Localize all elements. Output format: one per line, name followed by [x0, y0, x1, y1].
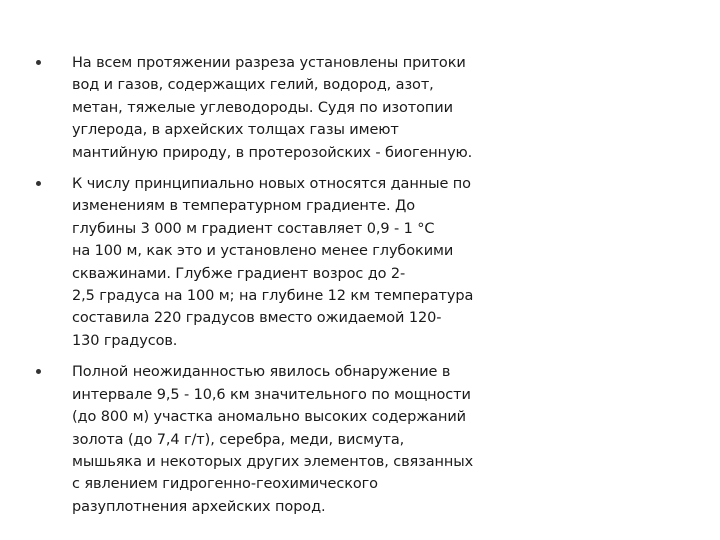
bullet-2-line-8: 130 градусов.: [72, 332, 178, 349]
bullet-list: [36, 52, 496, 527]
bullet-dot-icon: [36, 60, 41, 65]
bullet-3-line-1: Полной неожиданностью явилось обнаружение в: [72, 364, 451, 381]
bullet-2-line-2: изменениям в температурном градиенте. До: [72, 198, 415, 215]
bullet-1-line-4: углерода, в архейских толщах газы имеют: [72, 122, 399, 139]
bullet-dot-icon: [36, 369, 41, 374]
bullet-item-2: [36, 173, 496, 352]
bullet-3-line-4: золота (до 7,4 г/т), серебра, меди, висмута,: [72, 431, 405, 448]
bullet-2-line-4: на 100 м, как это и установлено менее глубокими: [72, 243, 454, 260]
bullet-1-line-2: вод и газов, содержащих гелий, водород, азот,: [72, 77, 434, 94]
bullet-3-line-7: разуплотнения архейских пород.: [72, 498, 326, 515]
bullet-2-line-1: К числу принципиально новых относятся данные по: [72, 176, 471, 193]
bullet-dot-icon: [36, 181, 41, 186]
bullet-1-line-1: На всем протяжении разреза установлены притоки: [72, 55, 466, 71]
bullet-3-line-3: (до 800 м) участка аномально высоких содержаний: [72, 409, 466, 426]
bullet-3-line-2: интервале 9,5 - 10,6 км значительного по мощности: [72, 386, 471, 403]
bullet-3-line-6: с явлением гидрогенно-геохимического: [72, 476, 378, 493]
bullet-2-line-7: составила 220 градусов вместо ожидаемой 120-: [72, 310, 442, 327]
bullet-2-line-6: 2,5 градуса на 100 м; на глубине 12 км температура: [72, 288, 474, 305]
bullet-1-line-5: мантийную природу, в протерозойских - биогенную.: [72, 144, 473, 161]
bullet-item-1: [36, 52, 496, 164]
bullet-item-3: [36, 361, 496, 518]
bullet-3-line-5: мышьяка и некоторых других элементов, связанных: [72, 453, 474, 470]
bullet-1-line-3: метан, тяжелые углеводороды. Судя по изотопии: [72, 99, 453, 116]
bullet-2-line-5: скважинами. Глубже градиент возрос до 2-: [72, 265, 406, 282]
bullet-2-line-3: глубины 3 000 м градиент составляет 0,9 - 1 °С: [72, 220, 435, 237]
